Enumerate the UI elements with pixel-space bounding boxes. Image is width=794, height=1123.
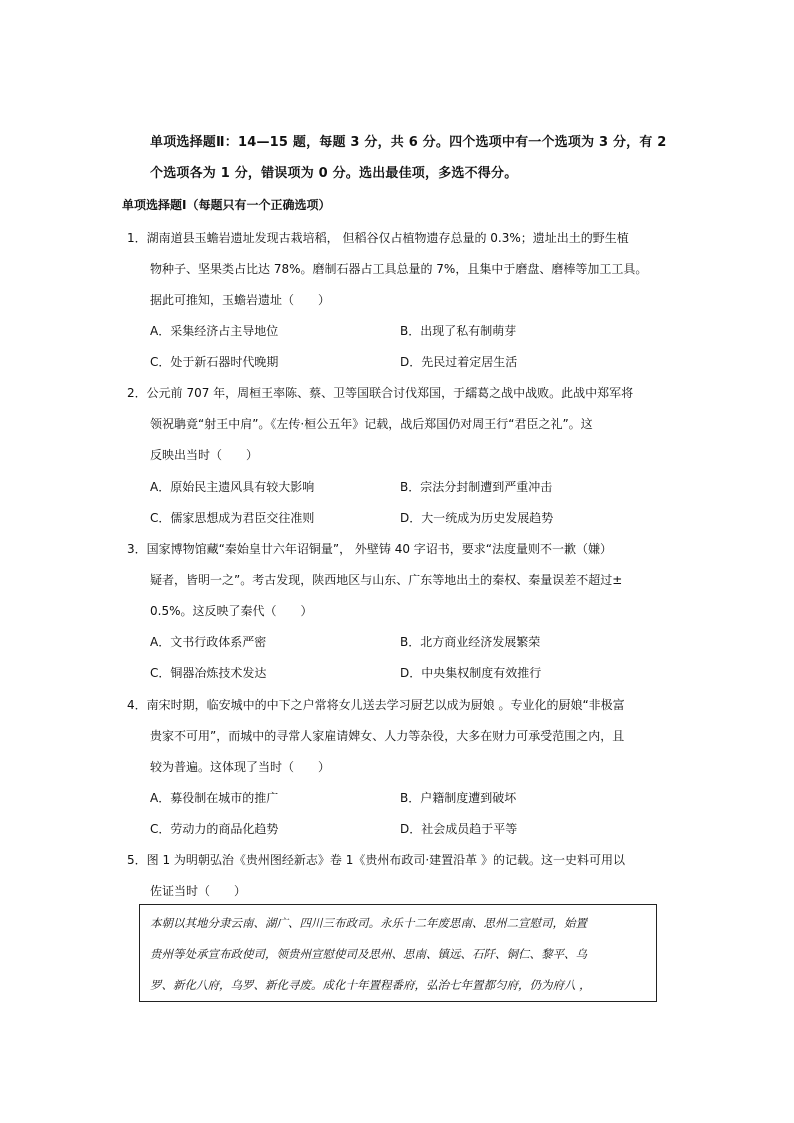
- q4-stem-line-1: 4．南宋时期，临安城中的中下之户常将女儿送去学习厨艺以成为厨娘 。专业化的厨娘“非极富: [127, 698, 625, 712]
- q2-option-b[interactable]: B．宗法分封制遭到严重冲击: [400, 480, 553, 494]
- q1-option-b[interactable]: B．出现了私有制萌芽: [400, 324, 517, 338]
- intro-line-1: 单项选择题Ⅱ：14—15 题，每题 3 分，共 6 分。四个选项中有一个选项为 3 分，有 2: [150, 135, 667, 150]
- q4-option-a[interactable]: A．募役制在城市的推广: [150, 791, 279, 805]
- excerpt-line-2: 贵州等处承宣布政使司，领贵州宣慰使司及思州、思南、镇远、石阡、铜仁、黎平、乌: [150, 947, 587, 961]
- q3-stem-line-1: 3．国家博物馆藏“秦始皇廿六年诏铜量”， 外壁铸 40 字诏书，要求“法度量则不一歉（嫌）: [127, 542, 613, 556]
- q1-stem-line-1: 1．湖南道县玉蟾岩遗址发现古栽培稻， 但稻谷仅占植物遗存总量的 0.3%；遗址出土的野生植: [127, 231, 629, 245]
- q2-stem-line-1: 2．公元前 707 年，周桓王率陈、蔡、卫等国联合讨伐郑国，于繻葛之战中战败。此战中郑军将: [127, 386, 634, 400]
- q5-stem-line-2: 佐证当时（ ）: [150, 884, 247, 898]
- intro-line-2: 个选项各为 1 分，错误项为 0 分。选出最佳项，多选不得分。: [150, 166, 518, 181]
- q2-stem-line-2: 领祝聃竟“射王中肩”。《左传·桓公五年》记载，战后郑国仍对周王行“君臣之礼”。这: [150, 417, 593, 431]
- q3-stem-line-3: 0.5%。这反映了秦代（ ）: [150, 604, 313, 618]
- q1-stem-line-3: 据此可推知，玉蟾岩遗址（ ）: [150, 293, 331, 307]
- excerpt-line-3: 罗、新化八府，乌罗、新化寻废。成化十年置程番府，弘治七年置都匀府，仍为府八 ，: [150, 978, 591, 992]
- q4-stem-line-3: 较为普遍。这体现了当时（ ）: [150, 760, 331, 774]
- q2-option-c[interactable]: C．儒家思想成为君臣交往准则: [150, 511, 315, 525]
- q3-option-c[interactable]: C．铜器冶炼技术发达: [150, 666, 267, 680]
- q2-option-d[interactable]: D．大一统成为历史发展趋势: [400, 511, 554, 525]
- q4-option-b[interactable]: B．户籍制度遭到破坏: [400, 791, 517, 805]
- q2-option-a[interactable]: A．原始民主遗风具有较大影响: [150, 480, 315, 494]
- q2-stem-line-3: 反映出当时（ ）: [150, 448, 259, 462]
- q3-option-d[interactable]: D．中央集权制度有效推行: [400, 666, 542, 680]
- q4-option-c[interactable]: C．劳动力的商品化趋势: [150, 822, 279, 836]
- q1-option-d[interactable]: D．先民过着定居生活: [400, 355, 518, 369]
- q1-stem-line-2: 物种子、坚果类占比达 78%。磨制石器占工具总量的 7%，且集中于磨盘、磨棒等加工工具。: [150, 262, 648, 276]
- section-title: 单项选择题Ⅰ（每题只有一个正确选项）: [122, 198, 331, 212]
- excerpt-line-1: 本朝以其地分隶云南、湖广、四川三布政司。永乐十二年废思南、思州二宣慰司，始置: [150, 916, 587, 930]
- q3-option-b[interactable]: B．北方商业经济发展繁荣: [400, 635, 541, 649]
- q3-stem-line-2: 疑者，皆明一之”。考古发现，陕西地区与山东、广东等地出土的秦权、秦量误差不超过±: [150, 573, 623, 587]
- q4-option-d[interactable]: D．社会成员趋于平等: [400, 822, 518, 836]
- q1-option-a[interactable]: A．采集经济占主导地位: [150, 324, 279, 338]
- q1-option-c[interactable]: C．处于新石器时代晚期: [150, 355, 279, 369]
- q5-stem-line-1: 5．图 1 为明朝弘治《贵州图经新志》卷 1《贵州布政司·建置沿革 》的记载。这一史料可用以: [127, 853, 625, 867]
- q4-stem-line-2: 贵家不可用”，而城中的寻常人家雇请婢女、人力等杂役，大多在财力可承受范围之内，且: [150, 729, 625, 743]
- figure-1-excerpt-box: [139, 904, 657, 1002]
- q3-option-a[interactable]: A．文书行政体系严密: [150, 635, 267, 649]
